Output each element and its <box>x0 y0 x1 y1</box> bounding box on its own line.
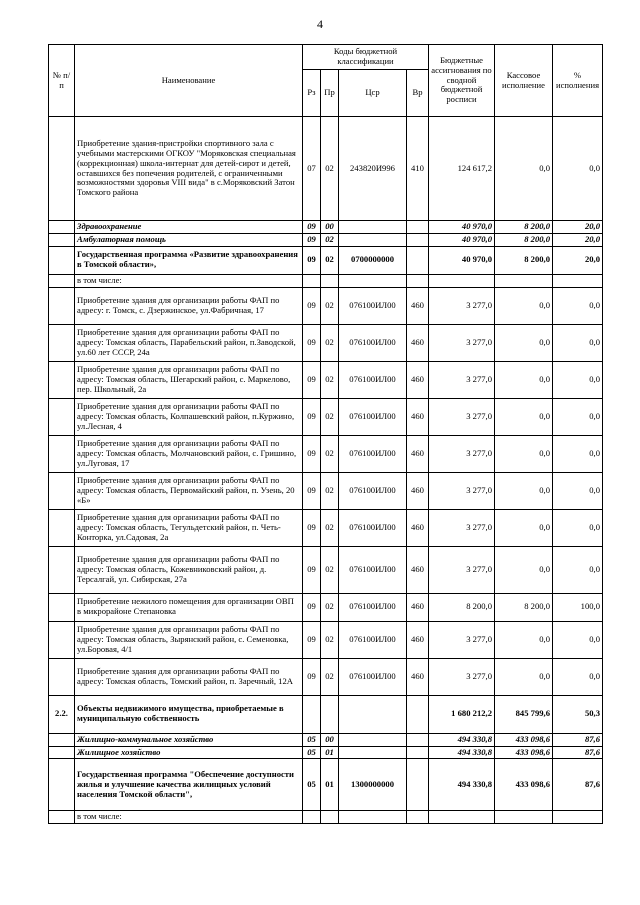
cell-pr: 00 <box>321 221 339 234</box>
table-row <box>49 621 603 658</box>
cell-cash: 8 200,0 <box>495 233 553 246</box>
header-name: Наименование <box>75 45 303 117</box>
table-row <box>49 759 603 811</box>
cell-rz: 09 <box>303 509 321 546</box>
cell-cash: 8 200,0 <box>495 246 553 274</box>
cell-vr <box>407 759 429 811</box>
cell-cash: 0,0 <box>495 472 553 509</box>
cell-pr: 02 <box>321 398 339 435</box>
cell-cash: 433 098,6 <box>495 733 553 746</box>
cell-rz: 09 <box>303 593 321 621</box>
cell-pr: 02 <box>321 621 339 658</box>
cell-csr <box>339 746 407 759</box>
cell-name: Амбулаторная помощь <box>75 233 303 246</box>
table-row <box>49 811 603 824</box>
cell-csr: 243820И996 <box>339 117 407 221</box>
cell-pct: 0,0 <box>553 398 603 435</box>
cell-assign: 3 277,0 <box>429 324 495 361</box>
cell-pct: 20,0 <box>553 246 603 274</box>
cell-assign: 3 277,0 <box>429 435 495 472</box>
cell-vr <box>407 233 429 246</box>
cell-cash: 0,0 <box>495 117 553 221</box>
header-cash: Кассовое исполнение <box>495 45 553 117</box>
table-row <box>49 324 603 361</box>
cell-assign: 3 277,0 <box>429 621 495 658</box>
cell-assign: 3 277,0 <box>429 398 495 435</box>
cell-num <box>49 361 75 398</box>
cell-pr: 02 <box>321 287 339 324</box>
cell-assign: 494 330,8 <box>429 746 495 759</box>
table-row <box>49 221 603 234</box>
cell-name: Приобретение здания для организации работы ФАП по адресу: Томская область, Кожевниковский район, д. Терсалгай, ул. Сибирская, 27а <box>75 546 303 593</box>
cell-pr: 02 <box>321 546 339 593</box>
cell-name: Приобретение здания для организации работы ФАП по адресу: Томская область, Зырянский район, с. Семеновка, ул.Боровая, 4/1 <box>75 621 303 658</box>
cell-num <box>49 221 75 234</box>
cell-csr: 076100ИЛ00 <box>339 361 407 398</box>
table-row <box>49 546 603 593</box>
cell-csr: 076100ИЛ00 <box>339 658 407 695</box>
cell-vr <box>407 246 429 274</box>
cell-cash: 8 200,0 <box>495 593 553 621</box>
table-row <box>49 746 603 759</box>
cell-num: 2.2. <box>49 695 75 733</box>
cell-rz: 05 <box>303 759 321 811</box>
cell-rz: 09 <box>303 658 321 695</box>
header-row-1 <box>49 45 603 70</box>
header-assign: Бюджетные ассигнования по сводной бюджетной росписи <box>429 45 495 117</box>
cell-num <box>49 435 75 472</box>
cell-num <box>49 472 75 509</box>
header-rz: Рз <box>303 70 321 117</box>
cell-vr: 460 <box>407 546 429 593</box>
cell-num <box>49 658 75 695</box>
cell-vr: 460 <box>407 621 429 658</box>
table-row <box>49 658 603 695</box>
cell-num <box>49 117 75 221</box>
cell-csr: 076100ИЛ00 <box>339 509 407 546</box>
cell-num <box>49 287 75 324</box>
cell-csr: 1300000000 <box>339 759 407 811</box>
cell-pr: 02 <box>321 361 339 398</box>
cell-name: Государственная программа "Обеспечение доступности жилья и улучшение качества жилищных условий населения Томской области", <box>75 759 303 811</box>
header-vr: Вр <box>407 70 429 117</box>
table-row <box>49 435 603 472</box>
cell-rz <box>303 695 321 733</box>
cell-csr <box>339 233 407 246</box>
cell-pr: 02 <box>321 593 339 621</box>
cell-pct: 0,0 <box>553 361 603 398</box>
cell-csr: 076100ИЛ00 <box>339 546 407 593</box>
cell-pr: 02 <box>321 117 339 221</box>
table-row <box>49 361 603 398</box>
cell-assign: 3 277,0 <box>429 546 495 593</box>
cell-name: Приобретение здания для организации работы ФАП по адресу: Томская область, Томский район, п. Заречный, 12А <box>75 658 303 695</box>
header-pr: Пр <box>321 70 339 117</box>
cell-csr <box>339 274 407 287</box>
cell-pr: 02 <box>321 658 339 695</box>
cell-vr <box>407 274 429 287</box>
cell-vr <box>407 695 429 733</box>
table-body <box>49 117 603 824</box>
cell-pct: 87,6 <box>553 733 603 746</box>
cell-num <box>49 733 75 746</box>
cell-name: Приобретение здания для организации работы ФАП по адресу: Томская область, Молчановский район, с. Гришино, ул.Луговая, 17 <box>75 435 303 472</box>
cell-vr: 460 <box>407 398 429 435</box>
cell-assign: 3 277,0 <box>429 361 495 398</box>
cell-num <box>49 398 75 435</box>
cell-rz: 09 <box>303 546 321 593</box>
cell-name: Объекты недвижимого имущества, приобретаемые в муниципальную собственность <box>75 695 303 733</box>
cell-rz: 09 <box>303 287 321 324</box>
cell-vr <box>407 733 429 746</box>
cell-assign: 494 330,8 <box>429 733 495 746</box>
cell-rz <box>303 811 321 824</box>
cell-num <box>49 274 75 287</box>
cell-cash: 0,0 <box>495 398 553 435</box>
cell-cash: 433 098,6 <box>495 759 553 811</box>
cell-rz: 09 <box>303 621 321 658</box>
cell-rz: 09 <box>303 398 321 435</box>
cell-rz <box>303 274 321 287</box>
cell-rz: 09 <box>303 221 321 234</box>
cell-cash: 845 799,6 <box>495 695 553 733</box>
cell-cash: 0,0 <box>495 546 553 593</box>
cell-pr <box>321 811 339 824</box>
cell-vr: 460 <box>407 324 429 361</box>
cell-name: Приобретение здания для организации работы ФАП по адресу: Томская область, Первомайский район, п. Узень, 20 «Б» <box>75 472 303 509</box>
cell-name: Приобретение здания для организации работы ФАП по адресу: Томская область, Тегульдетский район, п. Четь-Конторка, ул.Садовая, 2а <box>75 509 303 546</box>
header-num: № п/п <box>49 45 75 117</box>
cell-rz: 09 <box>303 472 321 509</box>
cell-pct: 0,0 <box>553 287 603 324</box>
cell-csr: 076100ИЛ00 <box>339 472 407 509</box>
cell-pr: 02 <box>321 435 339 472</box>
cell-pct: 20,0 <box>553 221 603 234</box>
cell-cash <box>495 811 553 824</box>
cell-rz: 07 <box>303 117 321 221</box>
cell-rz: 09 <box>303 435 321 472</box>
cell-csr: 076100ИЛ00 <box>339 621 407 658</box>
cell-pct: 50,3 <box>553 695 603 733</box>
cell-cash: 0,0 <box>495 509 553 546</box>
cell-pct <box>553 274 603 287</box>
cell-pr: 02 <box>321 509 339 546</box>
cell-vr: 460 <box>407 435 429 472</box>
cell-num <box>49 593 75 621</box>
cell-name: Приобретение здания для организации работы ФАП по адресу: Томская область, Шегарский район, с. Маркелово, пер. Школьный, 2а <box>75 361 303 398</box>
cell-csr <box>339 811 407 824</box>
cell-csr: 076100ИЛ00 <box>339 435 407 472</box>
cell-pct: 0,0 <box>553 324 603 361</box>
cell-rz: 09 <box>303 361 321 398</box>
cell-name: Приобретение здания-пристройки спортивного зала с учебными мастерскими ОГКОУ "Моряковская специальная (коррекционная) школа-интернат для детей-сирот и детей, оставшихся без попечения родителей, с ограниченными возможностями здоровья VIII вида" в с.Моряковский Затон Томского района <box>75 117 303 221</box>
table-row <box>49 274 603 287</box>
cell-csr <box>339 221 407 234</box>
cell-pr: 02 <box>321 324 339 361</box>
cell-csr: 076100ИЛ00 <box>339 324 407 361</box>
cell-assign: 8 200,0 <box>429 593 495 621</box>
cell-assign: 40 970,0 <box>429 233 495 246</box>
cell-assign: 40 970,0 <box>429 221 495 234</box>
cell-pct: 0,0 <box>553 509 603 546</box>
cell-cash: 0,0 <box>495 621 553 658</box>
cell-cash: 0,0 <box>495 658 553 695</box>
cell-assign: 494 330,8 <box>429 759 495 811</box>
cell-num <box>49 509 75 546</box>
table-row <box>49 733 603 746</box>
cell-pct: 0,0 <box>553 621 603 658</box>
cell-name: Приобретение нежилого помещения для организации ОВП в микрорайоне Степановка <box>75 593 303 621</box>
cell-name: Жилищно-коммунальное хозяйство <box>75 733 303 746</box>
cell-vr: 460 <box>407 509 429 546</box>
cell-cash: 0,0 <box>495 287 553 324</box>
cell-vr <box>407 221 429 234</box>
cell-num <box>49 746 75 759</box>
cell-num <box>49 546 75 593</box>
cell-pr: 01 <box>321 746 339 759</box>
budget-table <box>48 44 603 824</box>
cell-cash: 433 098,6 <box>495 746 553 759</box>
cell-pr: 02 <box>321 233 339 246</box>
cell-vr: 460 <box>407 593 429 621</box>
cell-pct: 100,0 <box>553 593 603 621</box>
cell-assign: 124 617,2 <box>429 117 495 221</box>
cell-num <box>49 324 75 361</box>
cell-name: Жилищное хозяйство <box>75 746 303 759</box>
cell-csr: 076100ИЛ00 <box>339 287 407 324</box>
cell-csr <box>339 733 407 746</box>
cell-num <box>49 811 75 824</box>
cell-vr: 460 <box>407 361 429 398</box>
cell-assign <box>429 811 495 824</box>
cell-name: Приобретение здания для организации работы ФАП по адресу: Томская область, Колпашевский район, п.Куржино, ул.Лесная, 4 <box>75 398 303 435</box>
cell-assign <box>429 274 495 287</box>
cell-assign: 3 277,0 <box>429 287 495 324</box>
cell-assign: 3 277,0 <box>429 658 495 695</box>
cell-pct: 20,0 <box>553 233 603 246</box>
table-row <box>49 398 603 435</box>
cell-csr <box>339 695 407 733</box>
cell-pct: 87,6 <box>553 759 603 811</box>
cell-csr: 076100ИЛ00 <box>339 593 407 621</box>
cell-name: в том числе: <box>75 811 303 824</box>
cell-vr: 460 <box>407 658 429 695</box>
cell-cash: 0,0 <box>495 324 553 361</box>
header-pct: % исполнения <box>553 45 603 117</box>
cell-pr: 02 <box>321 472 339 509</box>
cell-csr: 076100ИЛ00 <box>339 398 407 435</box>
table-row <box>49 695 603 733</box>
table-row <box>49 509 603 546</box>
cell-name: Здравоохранение <box>75 221 303 234</box>
cell-vr: 460 <box>407 472 429 509</box>
cell-rz: 09 <box>303 246 321 274</box>
cell-pct: 0,0 <box>553 472 603 509</box>
cell-num <box>49 233 75 246</box>
cell-name: Приобретение здания для организации работы ФАП по адресу: г. Томск, с. Дзержинское, ул.Фабричная, 17 <box>75 287 303 324</box>
cell-vr <box>407 811 429 824</box>
cell-pr <box>321 274 339 287</box>
cell-name: в том числе: <box>75 274 303 287</box>
table-row <box>49 593 603 621</box>
cell-pr: 01 <box>321 759 339 811</box>
cell-rz: 05 <box>303 746 321 759</box>
cell-num <box>49 246 75 274</box>
header-codes: Коды бюджетной классификации <box>303 45 429 70</box>
table-row <box>49 246 603 274</box>
cell-assign: 1 680 212,2 <box>429 695 495 733</box>
cell-name: Приобретение здания для организации работы ФАП по адресу: Томская область, Парабельский район, п.Заводской, ул.60 лет СССР, 24а <box>75 324 303 361</box>
cell-pct: 0,0 <box>553 546 603 593</box>
cell-pct: 0,0 <box>553 658 603 695</box>
cell-rz: 09 <box>303 233 321 246</box>
cell-pct <box>553 811 603 824</box>
cell-pct: 0,0 <box>553 435 603 472</box>
cell-pr: 00 <box>321 733 339 746</box>
page-number: 4 <box>317 17 323 31</box>
cell-cash: 0,0 <box>495 361 553 398</box>
table-row <box>49 287 603 324</box>
cell-csr: 0700000000 <box>339 246 407 274</box>
cell-assign: 3 277,0 <box>429 509 495 546</box>
cell-cash <box>495 274 553 287</box>
cell-name: Государственная программа «Развитие здравоохранения в Томской области», <box>75 246 303 274</box>
cell-vr: 410 <box>407 117 429 221</box>
cell-cash: 8 200,0 <box>495 221 553 234</box>
cell-vr: 460 <box>407 287 429 324</box>
cell-rz: 05 <box>303 733 321 746</box>
cell-assign: 3 277,0 <box>429 472 495 509</box>
cell-pct: 0,0 <box>553 117 603 221</box>
cell-pr <box>321 695 339 733</box>
table-row <box>49 233 603 246</box>
table-row <box>49 472 603 509</box>
cell-cash: 0,0 <box>495 435 553 472</box>
header-csr: Цср <box>339 70 407 117</box>
cell-num <box>49 621 75 658</box>
cell-pct: 87,6 <box>553 746 603 759</box>
cell-num <box>49 759 75 811</box>
cell-assign: 40 970,0 <box>429 246 495 274</box>
table-row <box>49 117 603 221</box>
cell-vr <box>407 746 429 759</box>
cell-pr: 02 <box>321 246 339 274</box>
cell-rz: 09 <box>303 324 321 361</box>
